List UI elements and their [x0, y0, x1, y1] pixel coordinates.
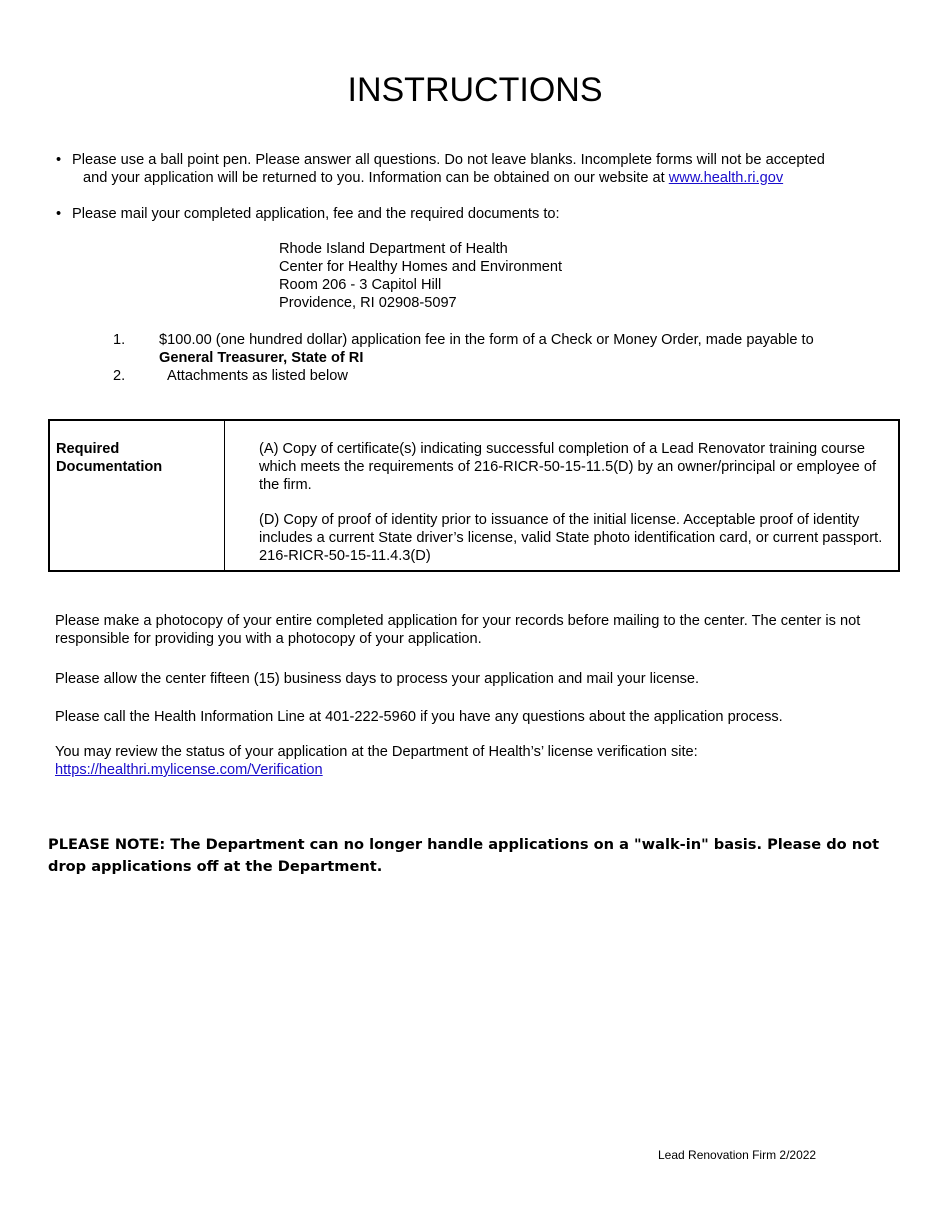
processing-time-paragraph: Please allow the center fifteen (15) business days to process your application and mail your license. [55, 671, 700, 687]
photocopy-paragraph: Please make a photocopy of your entire completed application for your records before mailing to the center. The center is not responsible for providing you with a photocopy of your application. [55, 613, 861, 647]
requirement-d: (D) Copy of proof of identity prior to issuance of the initial license. Acceptable proof of identity includes a current State driver’s license, valid State photo identification card, or current passport. 216-RICR-50-15-11.4.3(D) [259, 512, 883, 564]
health-line-paragraph: Please call the Health Information Line at 401-222-5960 if you have any questions about the application process. [55, 709, 783, 725]
table-divider [224, 421, 225, 570]
bullet-1-line-2 [72, 169, 912, 187]
requirement-a: (A) Copy of certificate(s) indicating successful completion of a Lead Renovator training course which meets the requirements of 216-RICR-50-15-11.5(D) by an owner/principal or employee of the firm. [259, 441, 877, 493]
address-line-3: Room 206 - 3 Capitol Hill [279, 277, 442, 293]
bullet-mail [56, 205, 912, 223]
walk-in-note: PLEASE NOTE: The Department can no longer handle applications on a "walk-in" basis. Please do not drop applications off at the Department. [48, 836, 880, 875]
form-footer: Lead Renovation Firm 2/2022 [658, 1148, 817, 1162]
item-1-payee: General Treasurer, State of RI [159, 350, 364, 366]
page-title: INSTRUCTIONS [347, 71, 603, 109]
address-line-1: Rhode Island Department of Health [279, 241, 508, 257]
bullet-1-line-1: Please use a ball point pen. Please answer all questions. Do not leave blanks. Incomplete forms will not be accepted [72, 152, 825, 168]
bullet-dot: • [56, 152, 62, 168]
bullet-dot: • [56, 206, 62, 222]
required-documentation-label [56, 440, 216, 476]
label-line-1: Required [56, 441, 120, 457]
item-1-number: 1. [113, 332, 126, 348]
bullet-instructions [56, 151, 912, 187]
address-line-2: Center for Healthy Homes and Environment [279, 259, 563, 275]
website-link[interactable]: www.health.ri.gov [668, 170, 784, 186]
item-2-text: Attachments as listed below [167, 368, 348, 384]
item-2-number: 2. [113, 368, 126, 384]
item-1 [159, 331, 899, 367]
verification-link[interactable]: https://healthri.mylicense.com/Verification [55, 762, 323, 778]
required-documentation-table [48, 419, 900, 572]
status-paragraph [55, 743, 895, 779]
status-text: You may review the status of your application at the Department of Health’s’ license verification site: [55, 744, 698, 760]
bullet-2-text: Please mail your completed application, fee and the required documents to: [72, 206, 560, 222]
bullet-1-text: and your application will be returned to you. Information can be obtained on our website at [83, 170, 669, 186]
mailing-address [279, 240, 562, 312]
address-line-4: Providence, RI 02908-5097 [279, 295, 457, 311]
label-line-2: Documentation [56, 459, 163, 475]
item-1-text: $100.00 (one hundred dollar) application fee in the form of a Check or Money Order, made payable to [159, 332, 814, 348]
